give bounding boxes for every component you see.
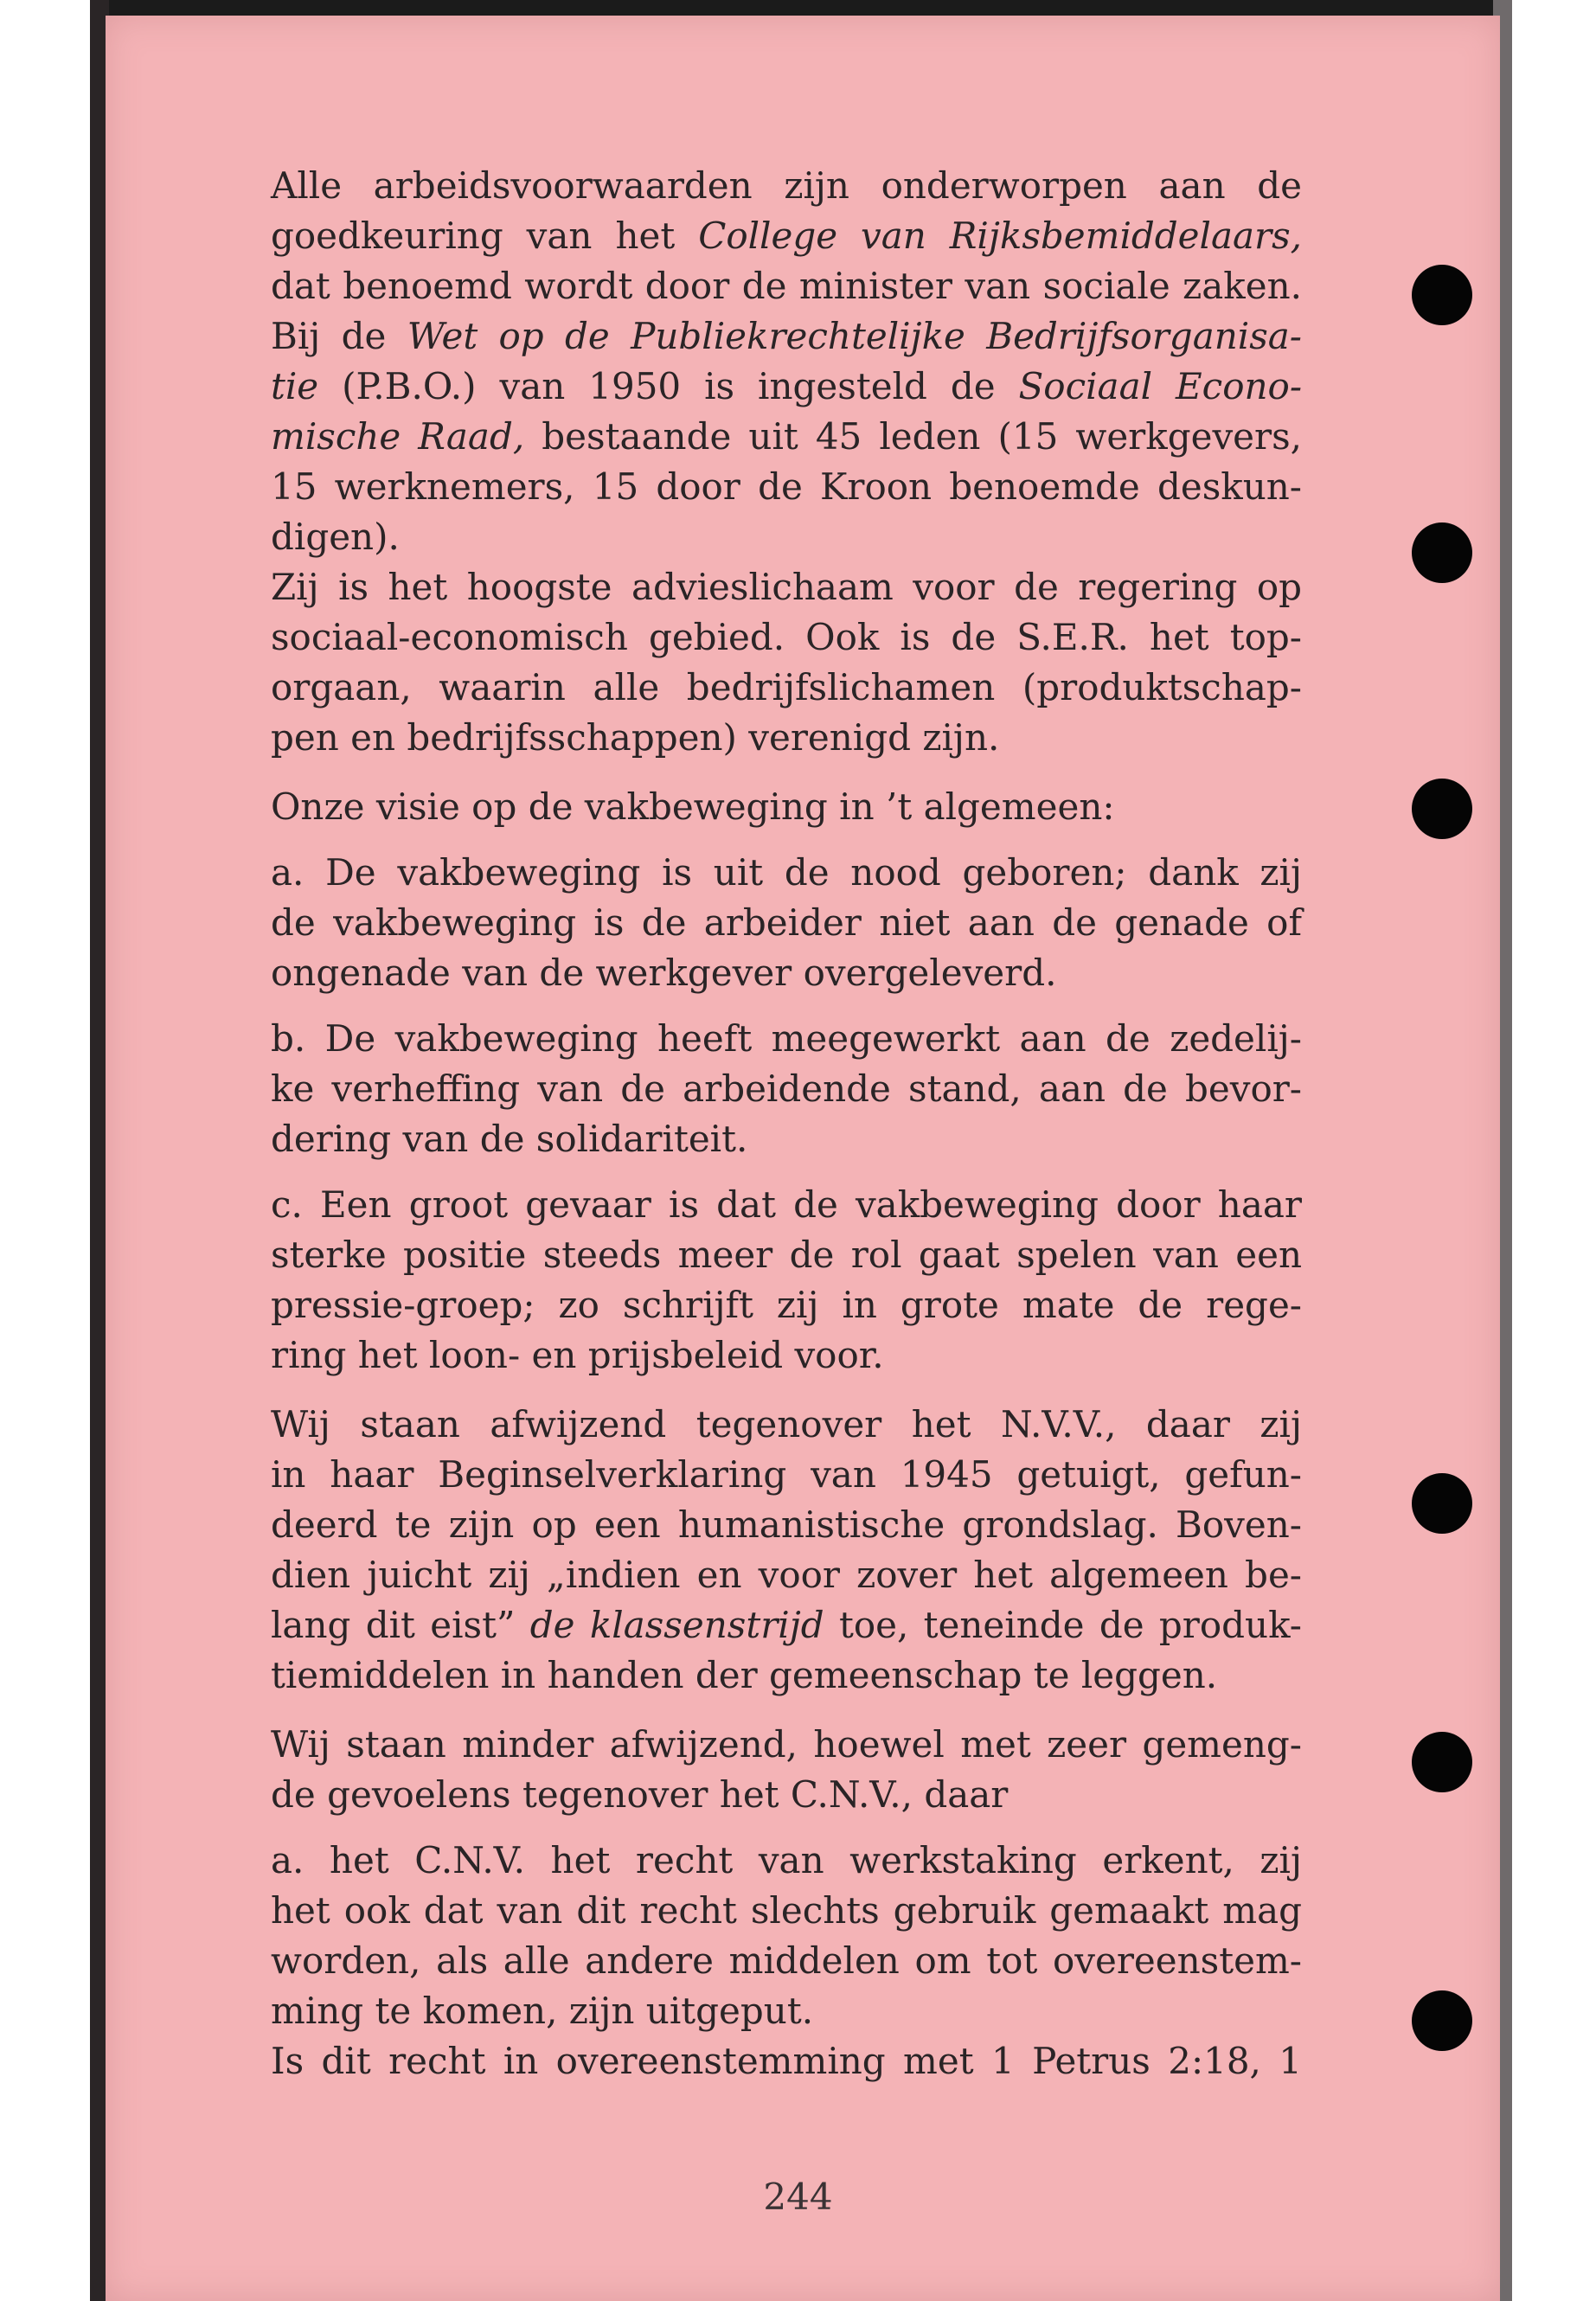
text-line-23: ring het loon- en prijsbeleid voor. <box>271 1334 884 1376</box>
punch-hole-6 <box>1412 1990 1472 2051</box>
text-line-7: 15 werknemers, 15 door de Kroon benoemde deskun- <box>271 465 1302 508</box>
punch-hole-3 <box>1412 779 1472 839</box>
text-line-11: orgaan, waarin alle bedrijfslichamen (produktschap- <box>271 666 1302 708</box>
text-line-22: pressie-groep; zo schrijft zij in grote mate de rege- <box>271 1284 1302 1326</box>
text-line-34: worden, als alle andere middelen om tot overeenstem- <box>271 1939 1302 1982</box>
text-line-35: ming te komen, zijn uitgeput. <box>271 1990 814 2032</box>
punch-hole-5 <box>1412 1732 1472 1792</box>
page-number: 244 <box>763 2176 833 2218</box>
text-line-17: b. De vakbeweging heeft meegewerkt aan de zedelij- <box>271 1017 1302 1060</box>
text-line-3: dat benoemd wordt door de minister van sociale zaken. <box>271 265 1302 307</box>
text-line-24: Wij staan afwijzend tegenover het N.V.V., daar zij <box>271 1403 1302 1445</box>
text-line-4: Bij de Wet op de Publiekrechtelijke Bedrijfsorganisa- <box>271 315 1302 357</box>
text-line-21: sterke positie steeds meer de rol gaat spelen van een <box>271 1234 1302 1276</box>
text-line-31: de gevoelens tegenover het C.N.V., daar <box>271 1773 1009 1816</box>
punch-hole-1 <box>1412 265 1472 325</box>
text-line-33: het ook dat van dit recht slechts gebruik gemaakt mag <box>271 1889 1302 1932</box>
text-line-27: dien juicht zij „indien en voor zover het algemeen be- <box>271 1554 1302 1596</box>
text-line-14: a. De vakbeweging is uit de nood geboren; dank zij <box>271 851 1302 894</box>
text-line-6: mische Raad, bestaande uit 45 leden (15 werkgevers, <box>271 415 1303 458</box>
text-line-13: Onze visie op de vakbeweging in ’t algemeen: <box>271 785 1115 828</box>
text-line-15: de vakbeweging is de arbeider niet aan de genade of <box>271 901 1302 944</box>
text-line-20: c. Een groot gevaar is dat de vakbeweging door haar <box>271 1183 1302 1226</box>
text-line-1: Alle arbeidsvoorwaarden zijn onderworpen aan de <box>271 164 1302 207</box>
text-line-32: a. het C.N.V. het recht van werkstaking erkent, zij <box>271 1839 1302 1881</box>
text-line-26: deerd te zijn op een humanistische grondslag. Boven- <box>271 1503 1302 1546</box>
text-line-19: dering van de solidariteit. <box>271 1118 748 1160</box>
text-line-5: tie (P.B.O.) van 1950 is ingesteld de Sociaal Econo- <box>271 365 1303 407</box>
text-line-30: Wij staan minder afwijzend, hoewel met zeer gemeng- <box>271 1723 1302 1766</box>
text-line-16: ongenade van de werkgever overgeleverd. <box>271 952 1057 994</box>
text-line-18: ke verheffing van de arbeidende stand, aan de bevor- <box>271 1067 1302 1110</box>
text-line-25: in haar Beginselverklaring van 1945 getuigt, gefun- <box>271 1453 1302 1496</box>
text-line-28: lang dit eist” de klassenstrijd toe, teneinde de produk- <box>271 1604 1302 1646</box>
body-text <box>271 161 1302 2086</box>
text-line-10: sociaal-economisch gebied. Ook is de S.E.R. het top- <box>271 616 1302 658</box>
text-line-8: digen). <box>271 516 400 558</box>
punch-hole-4 <box>1412 1473 1472 1534</box>
text-line-2: goedkeuring van het College van Rijksbemiddelaars, <box>271 215 1302 257</box>
text-line-36: Is dit recht in overeenstemming met 1 Petrus 2:18, 1 <box>271 2040 1302 2082</box>
text-line-9: Zij is het hoogste advieslichaam voor de regering op <box>271 566 1302 608</box>
punch-hole-2 <box>1412 522 1472 583</box>
text-line-12: pen en bedrijfsschappen) verenigd zijn. <box>271 716 1000 759</box>
text-line-29: tiemiddelen in handen der gemeenschap te leggen. <box>271 1654 1218 1696</box>
